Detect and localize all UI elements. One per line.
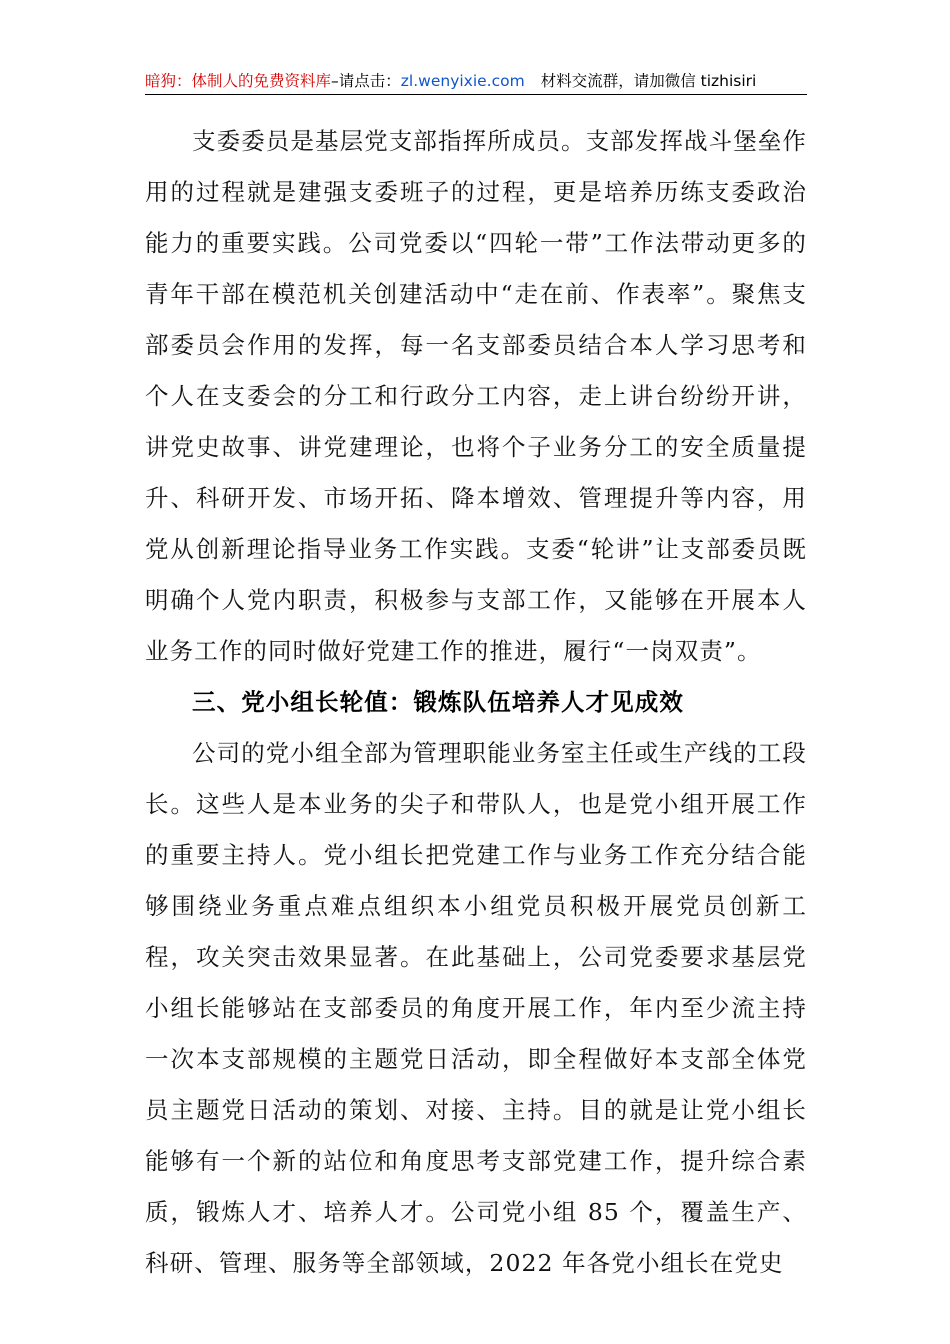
paragraph-committee-members: 支委委员是基层党支部指挥所成员。支部发挥战斗堡垒作用的过程就是建强支委班子的过程，更是培养历练支委政治能力的重要实践。公司党委以“四轮一带”工作法带动更多的青年干部在模范机关创建活动中“走在前、作表率”。聚焦支部委员会作用的发挥，每一名支部委员结合本人学习思考和个人在支委会的分工和行政分工内容，走上讲台纷纷开讲，讲党史故事、讲党建理论，也将个子业务分工的安全质量提升、科研开发、市场开拓、降本增效、管理提升等内容，用党从创新理论指导业务工作实践。支委“轮讲”让支部委员既明确个人党内职责，积极参与支部工作，又能够在开展本人业务工作的同时做好党建工作的推进，履行“一岗双责”。 bbox=[145, 127, 807, 665]
header-divider bbox=[145, 94, 807, 95]
header-brand: 暗狗：体制人的免费资料库 bbox=[145, 72, 332, 90]
section-heading: 三、党小组长轮值：锻炼队伍培养人才见成效 bbox=[192, 688, 684, 716]
paragraph-group-leaders: 公司的党小组全部为管理职能业务室主任或生产线的工段长。这些人是本业务的尖子和带队人，也是党小组开展工作的重要主持人。党小组长把党建工作与业务工作充分结合能够围绕业务重点难点组织本小组党员积极开展党员创新工程，攻关突击效果显著。在此基础上，公司党委要求基层党小组长能够站在支部委员的角度开展工作，年内至少流主持一次本支部规模的主题党日活动，即全程做好本支部全体党员主题党日活动的策划、对接、主持。目的就是让党小组长能够有一个新的站位和角度思考支部党建工作，提升综合素质，锻炼人才、培养人才。公司党小组 85 个，覆盖生产、科研、管理、服务等全部领域，2022 年各党小组长在党史 bbox=[145, 739, 807, 1277]
header-wechat-note: 材料交流群，请加微信 tizhisiri bbox=[540, 72, 757, 90]
header-click-prompt: –请点击： bbox=[331, 72, 401, 90]
page-header bbox=[145, 68, 807, 94]
document-body bbox=[145, 116, 807, 1289]
header-url-link[interactable]: zl.wenyixie.com bbox=[400, 72, 525, 90]
